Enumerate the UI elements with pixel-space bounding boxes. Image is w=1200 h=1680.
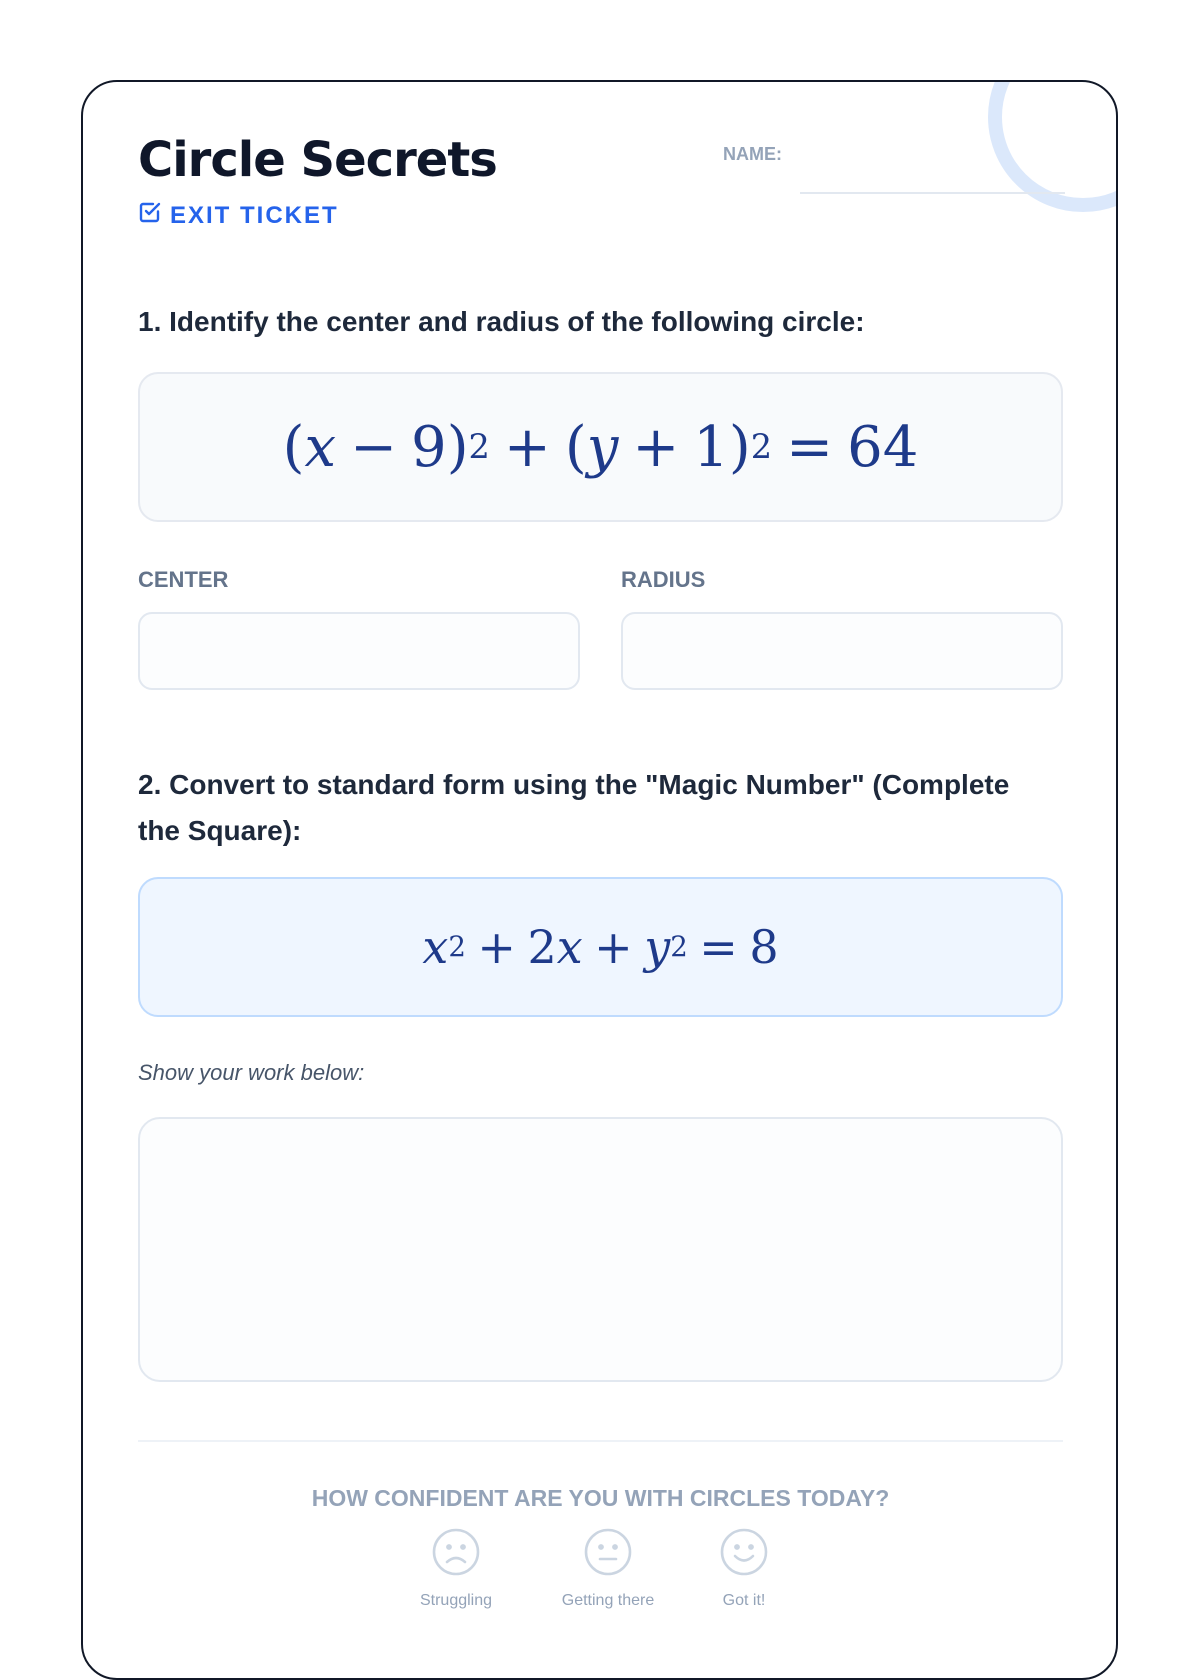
radius-input[interactable] xyxy=(621,612,1063,690)
confidence-option-got-it[interactable] xyxy=(674,1527,814,1610)
center-input[interactable] xyxy=(138,612,580,690)
exit-ticket-text: EXIT TICKET xyxy=(170,201,339,229)
center-label: CENTER xyxy=(138,567,229,592)
confidence-option-struggling[interactable] xyxy=(386,1527,526,1610)
confidence-option-label: Got it! xyxy=(722,1592,766,1609)
smile-face-icon xyxy=(719,1527,769,1582)
confidence-options xyxy=(83,1527,1118,1667)
equation-1: ( x − 9 ) 2 + ( y + 1 ) 2 = 64 xyxy=(138,372,1063,522)
confidence-option-label: Struggling xyxy=(419,1592,493,1609)
confidence-option-label: Getting there xyxy=(561,1592,655,1609)
equation-2: x 2 + 2 x + y 2 = 8 xyxy=(138,877,1063,1017)
radius-label: RADIUS xyxy=(621,567,706,592)
confidence-option-getting-there[interactable] xyxy=(538,1527,678,1610)
neutral-face-icon xyxy=(583,1527,633,1582)
question-1-prompt: 1. Identify the center and radius of the following circle: xyxy=(138,306,865,337)
frown-face-icon xyxy=(431,1527,481,1582)
work-area[interactable] xyxy=(138,1117,1063,1382)
divider xyxy=(138,1440,1063,1442)
work-hint: Show your work below: xyxy=(138,1060,365,1085)
checkbox-icon xyxy=(138,200,162,231)
confidence-question: HOW CONFIDENT ARE YOU WITH CIRCLES TODAY? xyxy=(311,1485,890,1511)
name-label: NAME: xyxy=(723,144,782,164)
exit-ticket-card xyxy=(81,80,1118,1680)
exit-ticket-label xyxy=(138,200,339,231)
question-2-prompt: 2. Convert to standard form using the "Magic Number" (Complete the Square): xyxy=(138,769,1010,846)
page-title: Circle Secrets xyxy=(138,132,497,188)
name-field[interactable] xyxy=(800,168,1065,194)
